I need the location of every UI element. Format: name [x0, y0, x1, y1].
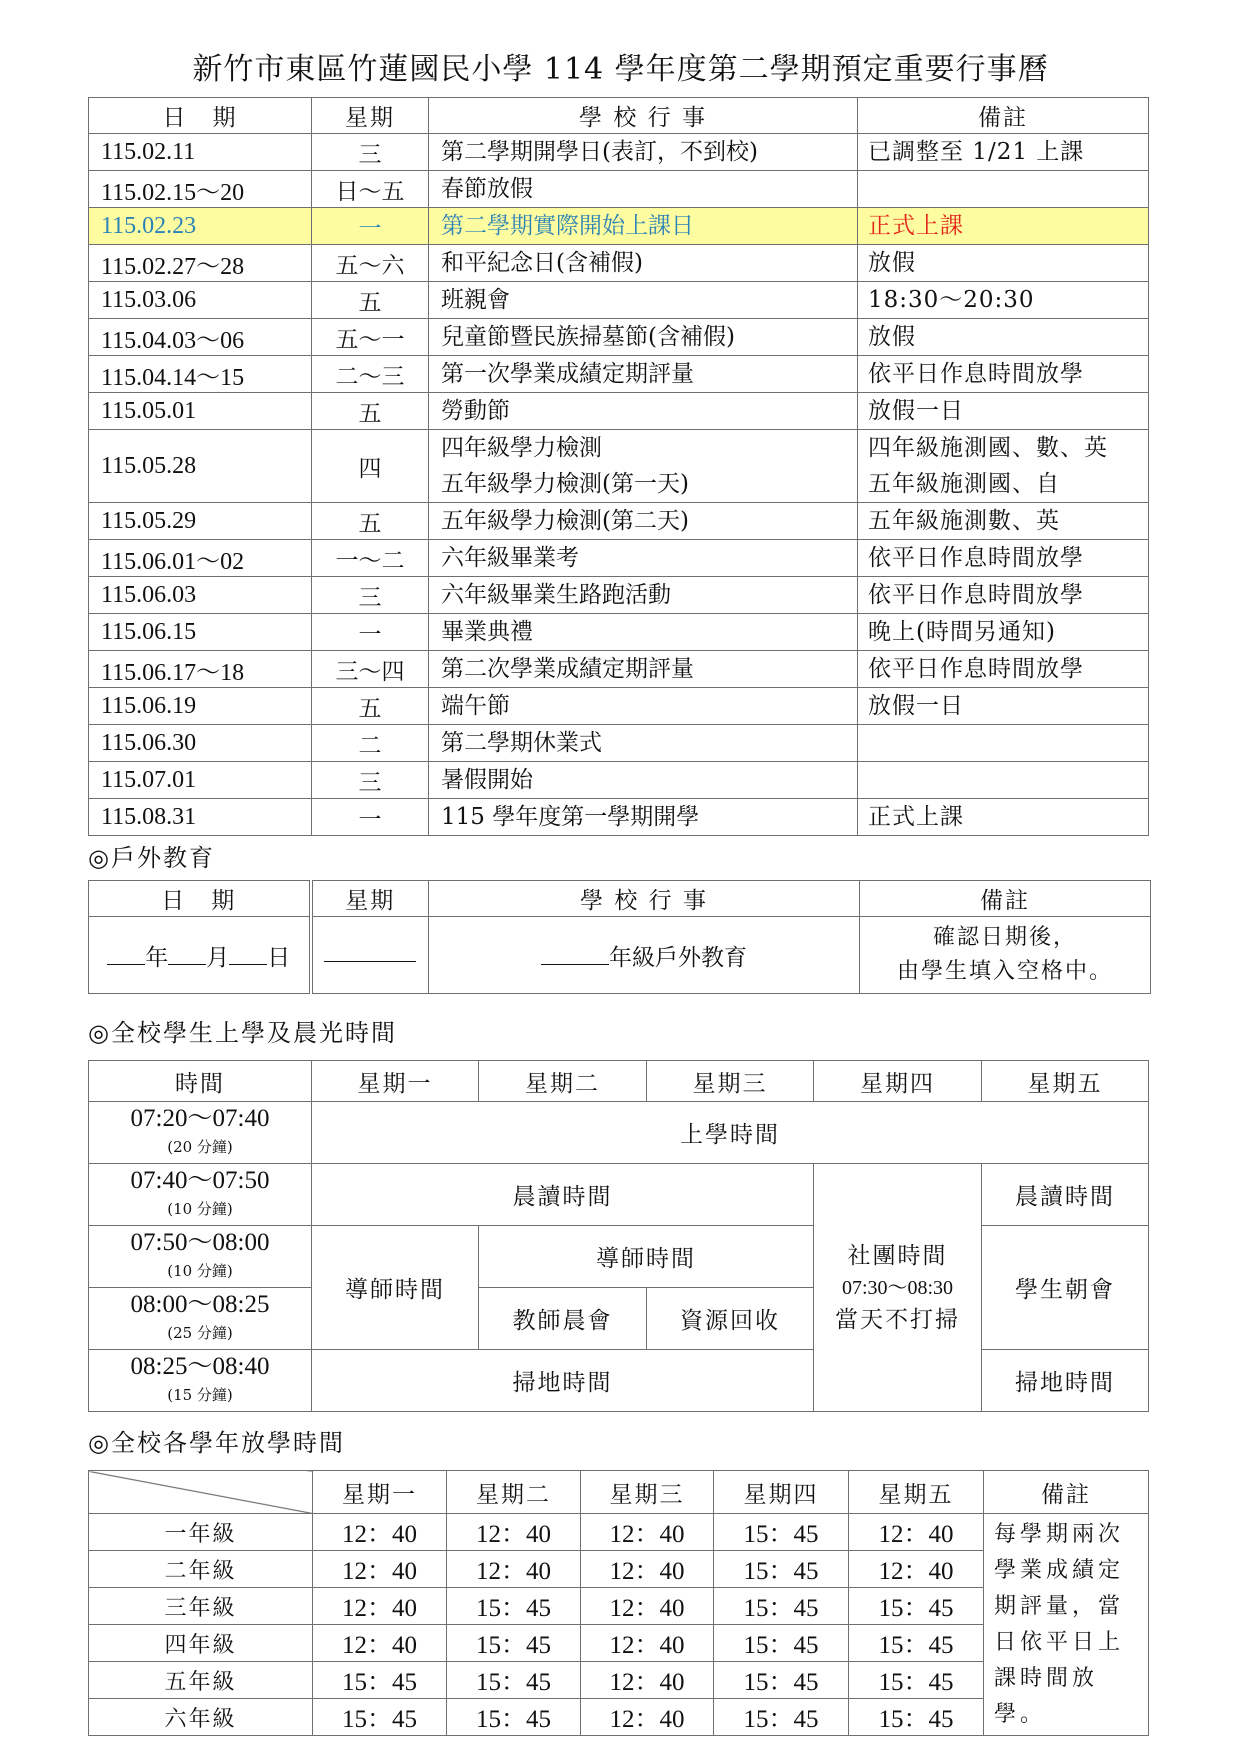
date-cell: 115.02.11 — [89, 134, 312, 171]
outdoor-remark-line: 由學生填入空格中。 — [896, 959, 1113, 984]
remarks-cell-line: 五年級施測國、自 — [868, 471, 1060, 497]
weekday-cell: 五 — [312, 282, 429, 319]
calendar-row — [89, 688, 1149, 725]
outdoor-table — [88, 880, 1151, 994]
remarks-cell-line: 晚上(時間另通知) — [868, 619, 1056, 645]
weekday-cell: 一 — [312, 799, 429, 836]
event-cell-line: 春節放假 — [441, 176, 533, 202]
weekday-cell: 一 — [312, 208, 429, 245]
calendar-row — [89, 171, 1149, 208]
time-range: 07:40～07:50 — [130, 1166, 270, 1194]
reading-fri-cell: 晨讀時間 — [982, 1164, 1149, 1226]
dismissal-time-cell: 12：40 — [849, 1551, 984, 1588]
grade-blank[interactable] — [541, 963, 609, 965]
remarks-cell-line: 正式上課 — [868, 804, 964, 830]
dismissal-time-cell: 15：45 — [313, 1699, 447, 1736]
date-cell: 115.06.03 — [89, 577, 312, 614]
header-wed: 星期三 — [647, 1061, 814, 1102]
event-cell-line: 第二學期實際開始上課日 — [441, 213, 694, 239]
dismissal-time-cell: 12：40 — [313, 1514, 447, 1551]
remarks-cell-line: 已調整至 1/21 上課 — [868, 139, 1085, 165]
calendar-row — [89, 319, 1149, 356]
calendar-row — [89, 393, 1149, 430]
dismissal-time-cell: 15：45 — [447, 1699, 581, 1736]
header-remarks: 備註 — [860, 881, 1151, 917]
header-weekday: 星期 — [312, 98, 429, 134]
remarks-cell — [858, 725, 1149, 762]
outdoor-remarks-cell — [860, 917, 1151, 994]
header-fri: 星期五 — [982, 1061, 1149, 1102]
dismissal-time-cell: 15：45 — [849, 1625, 984, 1662]
header-mon: 星期一 — [313, 1471, 447, 1514]
event-cell-line: 勞動節 — [441, 398, 510, 424]
event-cell — [429, 282, 858, 319]
weekday-cell: 一～二 — [312, 540, 429, 577]
remarks-cell — [858, 319, 1149, 356]
dismissal-table — [88, 1470, 1149, 1736]
event-cell — [429, 725, 858, 762]
calendar-row — [89, 356, 1149, 393]
weekday-cell: 五 — [312, 393, 429, 430]
event-cell-line: 第二次學業成績定期評量 — [441, 656, 694, 682]
event-cell — [429, 208, 858, 245]
remarks-cell-line: 放假一日 — [868, 398, 964, 424]
outdoor-heading: ◎戶外教育 — [88, 844, 215, 872]
morning-header-row — [89, 1061, 1149, 1102]
remarks-cell — [858, 762, 1149, 799]
time-range: 07:50～08:00 — [130, 1228, 270, 1256]
calendar-row — [89, 134, 1149, 171]
dismissal-time-cell: 12：40 — [447, 1514, 581, 1551]
dismissal-time-cell: 15：45 — [849, 1699, 984, 1736]
calendar-table — [88, 97, 1149, 836]
dismissal-time-cell: 15：45 — [714, 1514, 849, 1551]
grade-label: 六年級 — [89, 1699, 313, 1736]
date-cell: 115.06.17～18 — [89, 651, 312, 688]
time-range: 08:25～08:40 — [130, 1352, 270, 1380]
grade-label: 四年級 — [89, 1625, 313, 1662]
header-event: 學 校 行 事 — [429, 881, 860, 917]
time-slot — [89, 1164, 312, 1226]
event-cell-line: 畢業典禮 — [441, 619, 533, 645]
event-cell — [429, 540, 858, 577]
header-remarks: 備註 — [858, 98, 1149, 134]
time-duration: (10 分鐘) — [167, 1199, 233, 1218]
outdoor-event-label: 年級戶外教育 — [609, 944, 747, 971]
morning-heading: ◎全校學生上學及晨光時間 — [88, 1019, 397, 1047]
weekday-cell: 二～三 — [312, 356, 429, 393]
dismissal-time-cell: 15：45 — [849, 1588, 984, 1625]
dismissal-time-cell: 15：45 — [714, 1662, 849, 1699]
dismissal-time-cell: 15：45 — [714, 1588, 849, 1625]
remarks-cell — [858, 356, 1149, 393]
remarks-cell — [858, 134, 1149, 171]
grade-label: 一年級 — [89, 1514, 313, 1551]
time-slot — [89, 1288, 312, 1350]
header-date: 日 期 — [89, 98, 312, 134]
header-time: 時間 — [89, 1061, 312, 1102]
dismissal-time-cell: 12：40 — [581, 1514, 714, 1551]
outdoor-remark-line: 確認日期後， — [932, 925, 1077, 950]
grade-label: 二年級 — [89, 1551, 313, 1588]
remarks-cell — [858, 540, 1149, 577]
weekday-cell: 一 — [312, 614, 429, 651]
time-duration: (20 分鐘) — [167, 1137, 233, 1156]
event-cell — [429, 245, 858, 282]
date-cell: 115.02.27～28 — [89, 245, 312, 282]
calendar-row — [89, 651, 1149, 688]
event-cell — [429, 651, 858, 688]
reading-cell: 晨讀時間 — [312, 1164, 814, 1226]
dismissal-time-cell: 15：45 — [714, 1699, 849, 1736]
time-range: 07:20～07:40 — [130, 1104, 270, 1132]
weekday-cell: 三～四 — [312, 651, 429, 688]
event-cell — [429, 430, 858, 503]
dismissal-time-cell: 12：40 — [313, 1551, 447, 1588]
header-mon: 星期一 — [312, 1061, 479, 1102]
morning-row — [89, 1350, 1149, 1412]
dismissal-time-cell: 12：40 — [447, 1551, 581, 1588]
remarks-cell — [858, 282, 1149, 319]
weekday-cell: 五～一 — [312, 319, 429, 356]
day-blank[interactable] — [229, 963, 267, 965]
dismissal-time-cell: 15：45 — [849, 1662, 984, 1699]
dismissal-time-cell: 15：45 — [447, 1588, 581, 1625]
club-label: 社團時間 — [847, 1242, 948, 1269]
time-duration: (10 分鐘) — [167, 1261, 233, 1280]
club-time: 07:30～08:30 — [841, 1276, 954, 1299]
dismissal-time-cell: 15：45 — [313, 1662, 447, 1699]
remarks-cell — [858, 614, 1149, 651]
event-cell-line: 六年級畢業考 — [441, 545, 579, 571]
event-cell — [429, 503, 858, 540]
club-cell — [814, 1164, 982, 1412]
remarks-cell — [858, 393, 1149, 430]
calendar-row — [89, 503, 1149, 540]
dismissal-time-cell: 12：40 — [581, 1551, 714, 1588]
event-cell-line: 暑假開始 — [441, 767, 533, 793]
teacher-meeting-cell: 教師晨會 — [479, 1288, 647, 1350]
dismissal-time-cell: 15：45 — [447, 1625, 581, 1662]
recycling-cell: 資源回收 — [647, 1288, 814, 1350]
remarks-cell — [858, 688, 1149, 725]
time-duration: (25 分鐘) — [167, 1323, 233, 1342]
remarks-cell-line: 18:30～20:30 — [868, 287, 1035, 313]
diagonal-corner-cell — [89, 1471, 313, 1514]
grade-label: 五年級 — [89, 1662, 313, 1699]
date-cell: 115.03.06 — [89, 282, 312, 319]
event-cell — [429, 762, 858, 799]
date-cell: 115.04.14～15 — [89, 356, 312, 393]
date-cell: 115.06.19 — [89, 688, 312, 725]
calendar-row — [89, 430, 1149, 503]
event-cell — [429, 577, 858, 614]
event-cell-line: 第二學期休業式 — [441, 730, 602, 756]
header-remarks: 備註 — [984, 1471, 1149, 1514]
remarks-cell-line: 依平日作息時間放學 — [868, 545, 1084, 571]
year-blank[interactable] — [107, 963, 145, 965]
event-cell — [429, 799, 858, 836]
time-slot — [89, 1102, 312, 1164]
event-cell — [429, 134, 858, 171]
outdoor-row — [89, 917, 1151, 994]
event-cell — [429, 319, 858, 356]
month-label: 月 — [206, 944, 230, 971]
dismissal-time-cell: 12：40 — [581, 1662, 714, 1699]
event-cell-line: 兒童節暨民族掃墓節(含補假) — [441, 324, 735, 350]
remarks-cell-line: 四年級施測國、數、英 — [868, 435, 1108, 461]
header-tue: 星期二 — [447, 1471, 581, 1514]
time-slot — [89, 1350, 312, 1412]
tutor-tue-wed-cell: 導師時間 — [479, 1226, 814, 1288]
morning-schedule-table — [88, 1060, 1149, 1412]
dismissal-note: 每學期兩次學業成績定期評量，當日依平日上課時間放學。 — [984, 1514, 1149, 1736]
remarks-cell-line: 依平日作息時間放學 — [868, 582, 1084, 608]
event-cell-line: 第一次學業成績定期評量 — [441, 361, 694, 387]
remarks-cell-line: 放假 — [868, 324, 916, 350]
remarks-cell-line: 五年級施測數、英 — [868, 508, 1060, 534]
date-cell: 115.02.23 — [89, 208, 312, 245]
calendar-row — [89, 725, 1149, 762]
calendar-row — [89, 577, 1149, 614]
weekday-cell: 五 — [312, 503, 429, 540]
weekday-cell: 三 — [312, 134, 429, 171]
outdoor-header-row — [89, 881, 1151, 917]
event-cell — [429, 614, 858, 651]
event-cell-line: 五年級學力檢測(第二天) — [441, 508, 689, 534]
remarks-cell — [858, 799, 1149, 836]
dismissal-header-row — [89, 1471, 1149, 1514]
header-weekday: 星期 — [311, 881, 429, 917]
weekday-cell: 三 — [312, 762, 429, 799]
weekday-cell: 五 — [312, 688, 429, 725]
event-cell — [429, 171, 858, 208]
dismissal-heading: ◎全校各學年放學時間 — [88, 1429, 345, 1457]
dismissal-time-cell: 12：40 — [581, 1699, 714, 1736]
event-cell-line: 和平紀念日(含補假) — [441, 250, 643, 276]
date-cell: 115.04.03～06 — [89, 319, 312, 356]
weekday-cell: 日～五 — [312, 171, 429, 208]
remarks-cell — [858, 208, 1149, 245]
remarks-cell — [858, 430, 1149, 503]
event-cell-line: 端午節 — [441, 693, 510, 719]
calendar-row — [89, 245, 1149, 282]
remarks-cell-line: 正式上課 — [868, 213, 964, 239]
event-cell — [429, 356, 858, 393]
morning-row — [89, 1164, 1149, 1226]
morning-row — [89, 1102, 1149, 1164]
date-cell: 115.07.01 — [89, 762, 312, 799]
event-cell — [429, 393, 858, 430]
remarks-cell — [858, 245, 1149, 282]
remarks-cell-line: 放假 — [868, 250, 916, 276]
event-cell-line: 第二學期開學日(表訂，不到校) — [441, 139, 758, 165]
year-label: 年 — [145, 944, 169, 971]
dismissal-time-cell: 15：45 — [714, 1625, 849, 1662]
header-date: 日 期 — [89, 881, 311, 917]
dismissal-time-cell: 15：45 — [447, 1662, 581, 1699]
tutor-mon-cell: 導師時間 — [312, 1226, 479, 1350]
header-tue: 星期二 — [479, 1061, 647, 1102]
outdoor-date-cell — [89, 917, 311, 994]
date-cell: 115.06.30 — [89, 725, 312, 762]
month-blank[interactable] — [168, 963, 206, 965]
calendar-row — [89, 762, 1149, 799]
remarks-cell — [858, 577, 1149, 614]
weekday-cell: 四 — [312, 430, 429, 503]
remarks-cell-line: 依平日作息時間放學 — [868, 656, 1084, 682]
event-cell-line: 班親會 — [441, 287, 510, 313]
event-cell-line: 五年級學力檢測(第一天) — [441, 471, 689, 497]
calendar-header-row — [89, 98, 1149, 134]
morning-row — [89, 1226, 1149, 1288]
outdoor-event-cell — [429, 917, 860, 994]
event-cell-line: 六年級畢業生路跑活動 — [441, 582, 671, 608]
remarks-cell-line: 依平日作息時間放學 — [868, 361, 1084, 387]
weekday-cell: 五～六 — [312, 245, 429, 282]
remarks-cell-line: 放假一日 — [868, 693, 964, 719]
calendar-row — [89, 614, 1149, 651]
dismissal-time-cell: 15：45 — [714, 1551, 849, 1588]
remarks-cell — [858, 651, 1149, 688]
assembly-cell: 學生朝會 — [982, 1226, 1149, 1350]
header-thu: 星期四 — [814, 1061, 982, 1102]
outdoor-weekday-cell — [311, 917, 429, 994]
calendar-row — [89, 540, 1149, 577]
date-cell: 115.05.29 — [89, 503, 312, 540]
dismissal-time-cell: 12：40 — [581, 1625, 714, 1662]
day-label: 日 — [267, 944, 291, 971]
cleaning-fri-cell: 掃地時間 — [982, 1350, 1149, 1412]
calendar-row — [89, 799, 1149, 836]
event-cell-line: 四年級學力檢測 — [441, 435, 602, 461]
dismissal-time-cell: 12：40 — [849, 1514, 984, 1551]
date-cell: 115.06.01～02 — [89, 540, 312, 577]
dismissal-time-cell: 12：40 — [581, 1588, 714, 1625]
time-duration: (15 分鐘) — [167, 1385, 233, 1404]
remarks-cell — [858, 171, 1149, 208]
header-wed: 星期三 — [581, 1471, 714, 1514]
calendar-row — [89, 208, 1149, 245]
weekday-blank[interactable] — [324, 960, 416, 962]
time-range: 08:00～08:25 — [130, 1290, 270, 1318]
date-cell: 115.08.31 — [89, 799, 312, 836]
header-thu: 星期四 — [714, 1471, 849, 1514]
time-slot — [89, 1226, 312, 1288]
calendar-row — [89, 282, 1149, 319]
club-note: 當天不打掃 — [835, 1306, 960, 1333]
dismissal-row — [89, 1514, 1149, 1551]
date-cell: 115.02.15～20 — [89, 171, 312, 208]
weekday-cell: 二 — [312, 725, 429, 762]
date-cell: 115.05.01 — [89, 393, 312, 430]
header-fri: 星期五 — [849, 1471, 984, 1514]
date-cell: 115.06.15 — [89, 614, 312, 651]
dismissal-time-cell: 12：40 — [313, 1625, 447, 1662]
remarks-cell — [858, 503, 1149, 540]
arrival-cell: 上學時間 — [312, 1102, 1149, 1164]
date-cell: 115.05.28 — [89, 430, 312, 503]
event-cell-line: 115 學年度第一學期開學 — [441, 804, 700, 830]
grade-label: 三年級 — [89, 1588, 313, 1625]
page-title: 新竹市東區竹蓮國民小學 114 學年度第二學期預定重要行事曆 — [192, 52, 1049, 87]
event-cell — [429, 688, 858, 725]
weekday-cell: 三 — [312, 577, 429, 614]
header-event: 學 校 行 事 — [429, 98, 858, 134]
cleaning-cell: 掃地時間 — [312, 1350, 814, 1412]
dismissal-time-cell: 12：40 — [313, 1588, 447, 1625]
